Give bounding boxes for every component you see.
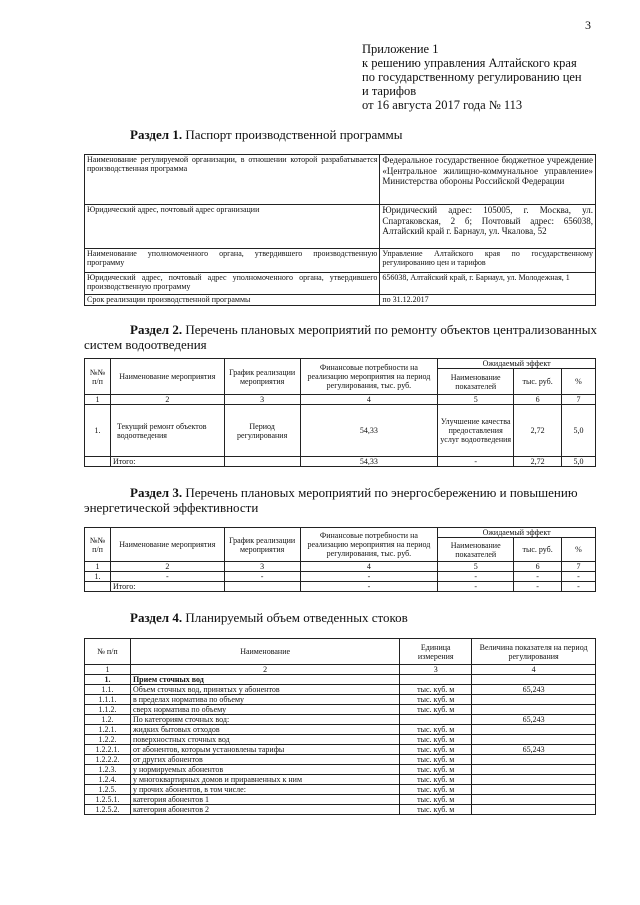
cell-unit: тыс. куб. м [400, 795, 472, 805]
cell-unit: тыс. куб. м [400, 735, 472, 745]
cell-num: 1.2.2. [85, 735, 131, 745]
cell-value [472, 705, 596, 715]
col-effect-header: Ожидаемый эффект [438, 359, 596, 369]
colnum: 7 [562, 395, 596, 405]
section1-title: Раздел 1. Паспорт производственной программы [130, 127, 403, 142]
colnum: 5 [438, 395, 514, 405]
colnum: 1 [85, 395, 111, 405]
cell-unit: тыс. куб. м [400, 685, 472, 695]
passport-value: по 31.12.2017 [380, 295, 596, 306]
cell-finance: - [300, 572, 438, 582]
colnum: 4 [300, 562, 438, 572]
table-row [85, 249, 596, 273]
cell-num: 1.2. [85, 715, 131, 725]
cell-value [472, 755, 596, 765]
cell-num: 1.1.2. [85, 705, 131, 715]
colnum: 7 [562, 562, 596, 572]
cell-name: Текущий ремонт объектов водоотведения [110, 405, 224, 457]
appendix-line: и тарифов [362, 84, 417, 98]
section3-title: Раздел 3. Перечень плановых мероприятий по энергосбережению и повышению энергетической эффективности [84, 485, 578, 515]
page-number: 3 [585, 18, 591, 32]
passport-value: Юридический адрес: 105005, г. Москва, ул. Спартаковская, 2 б; Почтовый адрес: 656038, Алтайский край г. Барнаул, ул. Чкалова, 52 [380, 205, 596, 249]
table-header-row [85, 639, 596, 665]
cell-unit: тыс. куб. м [400, 695, 472, 705]
cell-num: 1.2.1. [85, 725, 131, 735]
colnum: 2 [110, 395, 224, 405]
cell-indicator: - [438, 572, 514, 582]
cell-name: жидких бытовых отходов [130, 725, 399, 735]
passport-label: Срок реализации производственной программы [85, 295, 380, 306]
col-unit-header: Единица измерения [400, 639, 472, 665]
cell-finance: 54,33 [300, 405, 438, 457]
table-total-row [85, 457, 596, 467]
table-row [85, 765, 596, 775]
table-row [85, 205, 596, 249]
col-num-header: № п/п [85, 639, 131, 665]
colnum: 2 [110, 562, 224, 572]
cell-value [472, 765, 596, 775]
passport-label: Юридический адрес, почтовый адрес организации [85, 205, 380, 249]
col-effect-header: Ожидаемый эффект [438, 528, 596, 538]
cell-name: По категориям сточных вод: [130, 715, 399, 725]
col-pct-header: % [562, 369, 596, 395]
appendix-line: по государственному регулированию цен [362, 70, 582, 84]
cell-value: 65,243 [472, 685, 596, 695]
table-row [85, 405, 596, 457]
table-row [85, 775, 596, 785]
table-row [85, 795, 596, 805]
cell-thous: - [514, 572, 562, 582]
cell-schedule: - [224, 572, 300, 582]
cell-pct: 5,0 [562, 405, 596, 457]
cell-value [472, 805, 596, 815]
appendix-header [362, 42, 632, 112]
total-indicator: - [438, 457, 514, 467]
table-row [85, 295, 596, 306]
cell-name: от других абонентов [130, 755, 399, 765]
cell-value [472, 725, 596, 735]
passport-value: 656038, Алтайский край, г. Барнаул, ул. Молодежная, 1 [380, 273, 596, 295]
cell-unit: тыс. куб. м [400, 705, 472, 715]
cell-unit [400, 675, 472, 685]
cell-num: 1.2.2.1. [85, 745, 131, 755]
total-pct: 5,0 [562, 457, 596, 467]
cell-num: 1.2.5. [85, 785, 131, 795]
cell-name: у нормируемых абонентов [130, 765, 399, 775]
col-value-header: Величина показателя на период регулирования [472, 639, 596, 665]
cell-value: 65,243 [472, 715, 596, 725]
table-row [85, 705, 596, 715]
colnum: 4 [300, 395, 438, 405]
cell-num: 1.1.1. [85, 695, 131, 705]
cell-unit: тыс. куб. м [400, 805, 472, 815]
table-header-row [85, 359, 596, 369]
table-row [85, 755, 596, 765]
cell-name: поверхностных сточных вод [130, 735, 399, 745]
cell-value: 65,243 [472, 745, 596, 755]
colnum: 6 [514, 395, 562, 405]
cell-value [472, 785, 596, 795]
cell-num: 1.2.4. [85, 775, 131, 785]
cell-value [472, 795, 596, 805]
total-thous: 2,72 [514, 457, 562, 467]
cell-pct: - [562, 572, 596, 582]
table-row [85, 685, 596, 695]
table-row [85, 572, 596, 582]
cell-num: 1. [85, 405, 111, 457]
col-name-header: Наименование мероприятия [110, 528, 224, 562]
table-header-row [85, 528, 596, 538]
cell-name: в пределах норматива по объему [130, 695, 399, 705]
section1-passport-table [84, 154, 596, 306]
col-thous-header: тыс. руб. [514, 369, 562, 395]
col-finance-header: Финансовые потребности на реализацию мероприятия на период регулирования, тыс. руб. [300, 528, 438, 562]
appendix-line: Приложение 1 [362, 42, 439, 56]
table-colnum-row [85, 395, 596, 405]
cell-unit: тыс. куб. м [400, 725, 472, 735]
col-num-header: №№ п/п [85, 359, 111, 395]
cell-name: категория абонентов 1 [130, 795, 399, 805]
table-row [85, 785, 596, 795]
col-schedule-header: График реализации мероприятия [224, 359, 300, 395]
col-indicator-header: Наименование показателей [438, 538, 514, 562]
cell-name: у многоквартирных домов и приравненных к ним [130, 775, 399, 785]
cell-schedule: Период регулирования [224, 405, 300, 457]
col-thous-header: тыс. руб. [514, 538, 562, 562]
total-finance: 54,33 [300, 457, 438, 467]
table-row [85, 715, 596, 725]
cell-num: 1.2.3. [85, 765, 131, 775]
section2-repair-table [84, 358, 596, 467]
colnum: 1 [85, 665, 131, 675]
table-row [85, 695, 596, 705]
section4-title: Раздел 4. Планируемый объем отведенных стоков [130, 610, 408, 625]
appendix-line: от 16 августа 2017 года № 113 [362, 98, 523, 112]
col-indicator-header: Наименование показателей [438, 369, 514, 395]
cell-unit: тыс. куб. м [400, 765, 472, 775]
cell-indicator: Улучшение качества предоставления услуг водоотведения [438, 405, 514, 457]
section4-volume-table [84, 638, 596, 815]
colnum: 6 [514, 562, 562, 572]
table-row [85, 805, 596, 815]
section2-title: Раздел 2. Перечень плановых мероприятий по ремонту объектов централизованных систем водоотведения [84, 322, 597, 352]
cell-num: 1. [85, 675, 131, 685]
cell-num: 1.1. [85, 685, 131, 695]
cell-value [472, 675, 596, 685]
col-name-header: Наименование мероприятия [110, 359, 224, 395]
cell-name: Прием сточных вод [130, 675, 399, 685]
col-name-header: Наименование [130, 639, 399, 665]
colnum: 4 [472, 665, 596, 675]
cell-unit: тыс. куб. м [400, 745, 472, 755]
passport-value: Федеральное государственное бюджетное учреждение «Центральное жилищно-коммунальное управление» Министерства обороны Российской Федерации [380, 155, 596, 205]
total-finance: - [300, 582, 438, 592]
total-label: Итого: [110, 457, 224, 467]
cell-num: 1.2.5.2. [85, 805, 131, 815]
cell-num: 1.2.2.2. [85, 755, 131, 765]
total-pct: - [562, 582, 596, 592]
table-row [85, 155, 596, 205]
cell-name: - [110, 572, 224, 582]
cell-name: у прочих абонентов, в том числе: [130, 785, 399, 795]
colnum: 1 [85, 562, 111, 572]
col-schedule-header: График реализации мероприятия [224, 528, 300, 562]
table-row [85, 735, 596, 745]
col-pct-header: % [562, 538, 596, 562]
table-row [85, 675, 596, 685]
colnum: 3 [224, 562, 300, 572]
cell-value [472, 775, 596, 785]
cell-value [472, 695, 596, 705]
passport-label: Юридический адрес, почтовый адрес уполномоченного органа, утвердившего производственную программу [85, 273, 380, 295]
passport-value: Управление Алтайского края по государственному регулированию цен и тарифов [380, 249, 596, 273]
cell-value [472, 735, 596, 745]
table-row [85, 745, 596, 755]
cell-name: категория абонентов 2 [130, 805, 399, 815]
total-label: Итого: [110, 582, 224, 592]
total-indicator: - [438, 582, 514, 592]
col-finance-header: Финансовые потребности на реализацию мероприятия на период регулирования, тыс. руб. [300, 359, 438, 395]
cell-unit: тыс. куб. м [400, 755, 472, 765]
colnum: 2 [130, 665, 399, 675]
cell-unit [400, 715, 472, 725]
cell-unit: тыс. куб. м [400, 775, 472, 785]
colnum: 3 [400, 665, 472, 675]
colnum: 5 [438, 562, 514, 572]
table-row [85, 725, 596, 735]
cell-unit: тыс. куб. м [400, 785, 472, 795]
cell-name: сверх норматива по объему [130, 705, 399, 715]
colnum: 3 [224, 395, 300, 405]
cell-name: от абонентов, которым установлены тарифы [130, 745, 399, 755]
passport-label: Наименование регулируемой организации, в отношении которой разрабатывается производственная программа [85, 155, 380, 205]
table-colnum-row [85, 665, 596, 675]
table-colnum-row [85, 562, 596, 572]
appendix-line: к решению управления Алтайского края [362, 56, 577, 70]
total-thous: - [514, 582, 562, 592]
table-total-row [85, 582, 596, 592]
col-num-header: №№ п/п [85, 528, 111, 562]
cell-num: 1.2.5.1. [85, 795, 131, 805]
cell-name: Объем сточных вод, принятых у абонентов [130, 685, 399, 695]
cell-thous: 2,72 [514, 405, 562, 457]
cell-num: 1. [85, 572, 111, 582]
table-row [85, 273, 596, 295]
passport-label: Наименование уполномоченного органа, утвердившего производственную программу [85, 249, 380, 273]
section3-energy-table [84, 527, 596, 592]
